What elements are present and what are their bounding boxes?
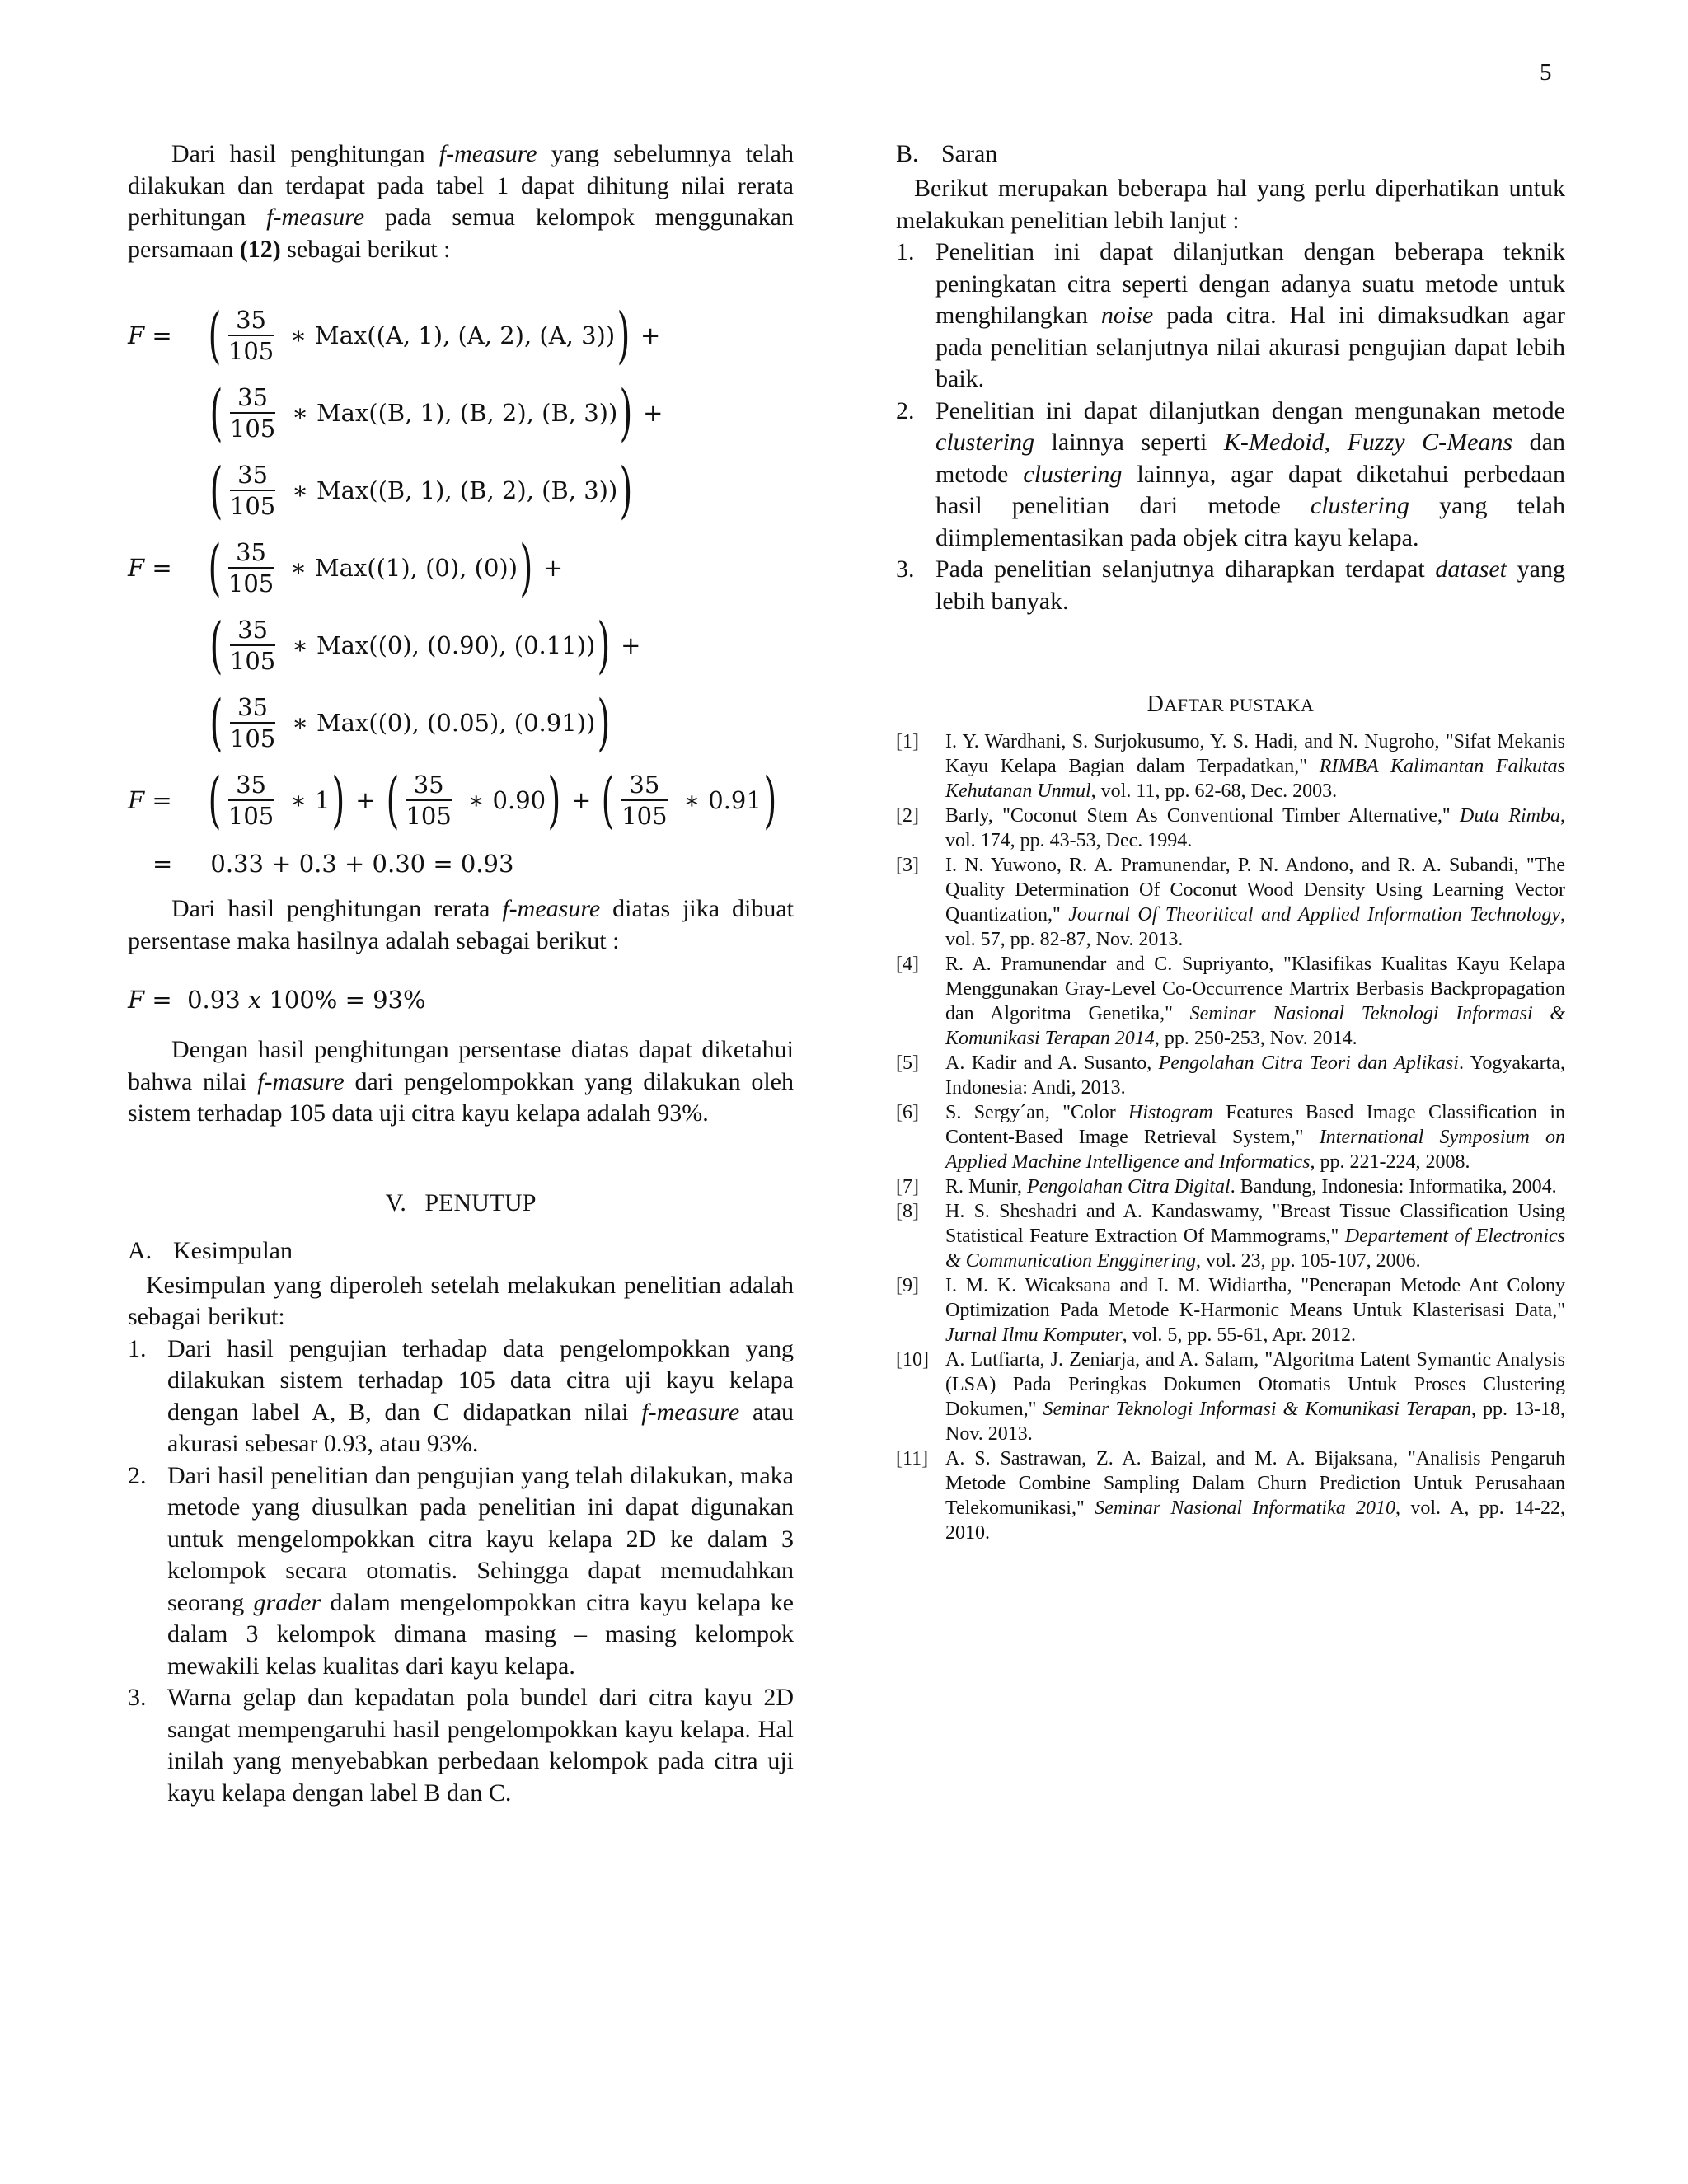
references-list: [896, 729, 1565, 1545]
list-item: 2. Dari hasil penelitian dan pengujian yang telah dilakukan, maka metode yang diusulkan pada penelitian ini dapat digunakan untuk mengelompokkan citra kayu kelapa 2D ke dalam 3 kelompok secara otomatis. Sehingga dapat memudahkan seorang grader dalam mengelompokkan citra kayu kelapa ke dalam 3 kelompok dimana masing – masing kelompok mewakili kelas kualitas dari kayu kelapa.: [128, 1461, 794, 1680]
equation-1-line-3: ( $\frac{35}{105}$ ∗ Max((B, 1), (B, 2), (B, 3)) ): [209, 455, 633, 526]
reference-item: [4] R. A. Pramunendar and C. Supriyanto, "Klasifikas Kualitas Kayu Kelapa Menggunakan Gray-Level Co-Occurrence Martrix Berbasis Backpropagation dan Algoritma Genetika," Seminar Nasional Teknologi Informasi & Komunikasi Terapan 2014, pp. 250-253, Nov. 2014.: [896, 954, 1566, 1049]
list-item: 1. Penelitian ini dapat dilanjutkan dengan beberapa teknik peningkatan citra seperti dengan adanya suatu metode untuk menghilangkan noise pada citra. Hal ini dimaksudkan agar pada penelitian selanjutnya nilai akurasi pengujian dapat lebih baik.: [896, 238, 1565, 392]
reference-item: [11] A. S. Sastrawan, Z. A. Baizal, and M. A. Bijaksana, "Analisis Pengaruh Metode Combine Sampling Dalam Churn Prediction Untuk Perusahaan Telekomunikasi," Seminar Nasional Informatika 2010, vol. A, pp. 14-22, 2010.: [896, 1448, 1566, 1544]
references-title: DAFTAR PUSTAKA: [1146, 691, 1315, 717]
section-title-penutup: V. PENUTUP: [385, 1188, 537, 1216]
reference-item: [3] I. N. Yuwono, R. A. Pramunendar, P. N. Andono, and R. A. Subandi, "The Quality Determination Of Coconut Wood Density Using Learning Vector Quantization," Journal Of Theoritical and Applied Information Technology, vol. 57, pp. 82-87, Nov. 2013.: [896, 855, 1565, 950]
equation-2-line-2: ( $\frac{35}{105}$ ∗ Max((0), (0.90), (0.11)) ) +: [209, 610, 641, 681]
equation-4: = 0.33 + 0.3 + 0.30 = 0.93: [152, 850, 514, 878]
saran-intro: Berikut merupakan beberapa hal yang perlu diperhatikan untuk melakukan penelitian lebih lanjut :: [896, 175, 1565, 234]
kesimpulan-list: [128, 1333, 794, 1810]
equation-5: F = 0.93 x 100% = 93%: [128, 986, 426, 1014]
intro-paragraph: Dari hasil penghitungan f-measure yang sebelumnya telah dilakukan dan terdapat pada tabel 1 dapat dihitung nilai rerata perhitungan f-measure pada semua kelompok menggunakan persamaan (12) sebagai berikut :: [128, 140, 794, 263]
reference-item: [1] I. Y. Wardhani, S. Surjokusumo, Y. S. Hadi, and N. Nugroho, "Sifat Mekanis Kayu Kelapa Bagian dalam Terpadatkan," RIMBA Kalimantan Falkutas Kehutanan Unmul, vol. 11, pp. 62-68, Dec. 2003.: [896, 731, 1565, 802]
list-item: 1. Dari hasil pengujian terhadap data pengelompokkan yang dilakukan sistem terhadap 105 data citra uji kayu kelapa dengan label A, B, dan C didapatkan nilai f-measure atau akurasi sebesar 0.93, atau 93%.: [128, 1334, 795, 1457]
paragraph-2: Dari hasil penghitungan rerata f-measure diatas jika dibuat persentase maka hasilnya adalah sebagai berikut :: [128, 895, 795, 954]
reference-item: [10] A. Lutfiarta, J. Zeniarja, and A. Salam, "Algoritma Latent Symantic Analysis (LSA) Pada Peringkas Dokumen Otomatis Untuk Proses Clustering Dokumen," Seminar Teknologi Informasi & Komunikasi Terapan, pp. 13-18, Nov. 2013.: [896, 1349, 1565, 1445]
subsection-kesimpulan: A. Kesimpulan: [128, 1236, 293, 1264]
equation-lhs: F =: [128, 321, 172, 349]
left-column: [128, 138, 794, 1809]
equation-3: F = ( $\frac{35}{105}$ ∗ 1 ) + ( $\frac{35}{105}$ ∗ 0.90 ) + ( $\frac{35}{105}$ ∗ 0.91 ): [128, 765, 777, 836]
page-number: 5: [1540, 59, 1552, 86]
reference-item: [5] A. Kadir and A. Susanto, Pengolahan Citra Teori dan Aplikasi. Yogyakarta, Indonesia: Andi, 2013.: [896, 1052, 1565, 1099]
equation-1-line-2: ( $\frac{35}{105}$ ∗ Max((B, 1), (B, 2), (B, 3)) ) +: [209, 377, 663, 448]
list-item: 2. Penelitian ini dapat dilanjutkan dengan mengunakan metode clustering lainnya seperti K-Medoid, Fuzzy C-Means dan metode clustering lainnya, agar dapat diketahui perbedaan hasil penelitian dari metode clustering yang telah diimplementasikan pada objek citra kayu kelapa.: [896, 396, 1566, 551]
list-item: 3. Pada penelitian selanjutnya diharapkan terdapat dataset yang lebih banyak.: [896, 555, 1565, 615]
equation-2-line-1: F = ( $\frac{35}{105}$ ∗ Max((1), (0), (0)) ) +: [128, 532, 564, 603]
subsection-saran: B. Saran: [896, 140, 998, 167]
right-column: [896, 138, 1565, 1545]
saran-list: [896, 237, 1565, 617]
reference-item: [2] Barly, "Coconut Stem As Conventional Timber Alternative," Duta Rimba, vol. 174, pp. 43-53, Dec. 1994.: [896, 805, 1565, 851]
reference-item: [7] R. Munir, Pengolahan Citra Digital. Bandung, Indonesia: Informatika, 2004.: [896, 1176, 1557, 1197]
paragraph-3: Dengan hasil penghitungan persentase diatas dapat diketahui bahwa nilai f-masure dari pengelompokkan yang dilakukan oleh sistem terhadap 105 data uji citra kayu kelapa adalah 93%.: [128, 1036, 794, 1127]
reference-item: [6] S. Sergy´an, "Color Histogram Features Based Image Classification in Content-Based Image Retrieval System," International Symposium on Applied Machine Intelligence and Informatics, pp. 221-224, 2008.: [896, 1102, 1565, 1173]
equation-1-line-1: F = ( $\frac{35}{105}$ ∗ Max((A, 1), (A, 2), (A, 3)) ) +: [128, 300, 661, 371]
equation-2-line-3: ( $\frac{35}{105}$ ∗ Max((0), (0.05), (0.91)) ): [209, 687, 611, 758]
reference-item: [9] I. M. K. Wicaksana and I. M. Widiartha, "Penerapan Metode Ant Colony Optimization Pada Metode K-Harmonic Means Untuk Klasterisasi Data," Jurnal Ilmu Komputer, vol. 5, pp. 55-61, Apr. 2012.: [896, 1275, 1565, 1346]
list-item: 3. Warna gelap dan kepadatan pola bundel dari citra kayu 2D sangat mempengaruhi hasil pengelompokkan kayu kelapa. Hal inilah yang menyebabkan perbedaan kelompok pada citra uji kayu kelapa dengan label B dan C.: [128, 1684, 794, 1807]
reference-item: [8] H. S. Sheshadri and A. Kandaswamy, "Breast Tissue Classification Using Statistical Feature Extraction Of Mammograms," Departement of Electronics & Communication Engginering, vol. 23, pp. 105-107, 2006.: [896, 1201, 1565, 1272]
kesimpulan-intro: Kesimpulan yang diperoleh setelah melakukan penelitian adalah sebagai berikut:: [128, 1271, 794, 1330]
